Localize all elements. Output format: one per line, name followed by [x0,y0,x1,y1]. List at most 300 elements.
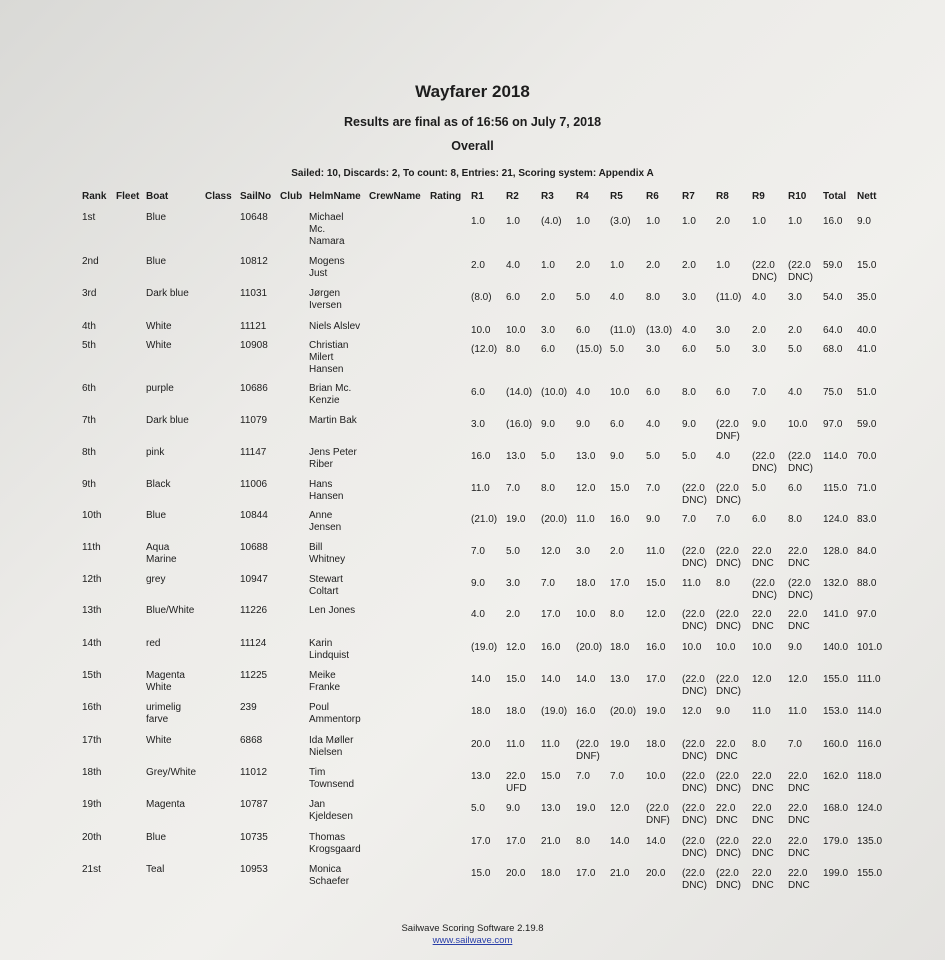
race-score-cell: 4.0 [506,260,520,271]
sailno-cell: 11012 [240,767,268,778]
total-cell: 16.0 [823,216,843,227]
race-score-cell: 7.0 [541,578,555,589]
boat-cell: Blue [146,212,167,223]
race-score-cell: 9.0 [752,419,766,430]
race-score-cell: 9.0 [576,419,590,430]
series-summary: Sailed: 10, Discards: 2, To count: 8, Entries: 21, Scoring system: Appendix A [291,168,654,179]
sailno-cell: 10953 [240,864,268,875]
total-cell: 132.0 [823,578,849,589]
total-cell: 155.0 [823,674,849,685]
nett-cell: 88.0 [857,578,877,589]
rank-cell: 7th [82,415,96,426]
race-score-cell: 22.0 DNC [716,803,738,826]
race-score-cell: 1.0 [788,216,802,227]
race-score-cell: 22.0 DNC [788,771,810,794]
race-score-cell: 5.0 [576,292,590,303]
race-score-cell: 10.0 [716,642,736,653]
race-score-cell: 16.0 [471,451,491,462]
race-score-cell: 5.0 [610,344,624,355]
race-score-cell: 20.0 [646,868,666,879]
total-cell: 141.0 [823,609,849,620]
column-header: Class [205,191,232,202]
race-score-cell: 14.0 [541,674,561,685]
race-score-cell: 6.0 [788,483,802,494]
race-score-cell: 11.0 [752,706,771,717]
race-score-cell: 22.0 DNC [752,868,774,891]
race-score-cell: (22.0 DNC) [682,483,707,506]
race-score-cell: 5.0 [646,451,660,462]
column-header: CrewName [369,191,421,202]
total-cell: 75.0 [823,387,843,398]
race-score-cell: 8.0 [682,387,696,398]
helmname-cell: Jens Peter Riber [309,447,357,470]
race-score-cell: 7.0 [471,546,485,557]
column-header: Boat [146,191,169,202]
sailno-cell: 11147 [240,447,267,458]
helmname-cell: Ida Møller Nielsen [309,735,354,758]
race-score-cell: (22.0 DNC) [716,868,741,891]
column-header: R8 [716,191,729,202]
column-header: Total [823,191,847,202]
total-cell: 162.0 [823,771,849,782]
race-score-cell: 22.0 DNC [788,546,810,569]
race-score-cell: 16.0 [646,642,666,653]
boat-cell: purple [146,383,174,394]
race-score-cell: 9.0 [541,419,555,430]
race-score-cell: 1.0 [576,216,590,227]
nett-cell: 111.0 [857,674,881,685]
rank-cell: 8th [82,447,96,458]
race-score-cell: 22.0 DNC [788,803,810,826]
race-score-cell: 7.0 [610,771,624,782]
race-score-cell: (22.0 DNC) [788,578,813,601]
boat-cell: Blue [146,256,167,267]
sailno-cell: 10947 [240,574,268,585]
footer-link[interactable]: www.sailwave.com [432,935,513,946]
total-cell: 153.0 [823,706,849,717]
nett-cell: 97.0 [857,609,877,620]
race-score-cell: 2.0 [788,325,802,336]
race-score-cell: 12.0 [610,803,630,814]
race-score-cell: 1.0 [541,260,555,271]
column-header: Club [280,191,303,202]
race-score-cell: 1.0 [506,216,520,227]
race-score-cell: (22.0 DNC) [716,483,741,506]
race-score-cell: 17.0 [506,836,526,847]
total-cell: 179.0 [823,836,849,847]
rank-cell: 4th [82,321,96,332]
race-score-cell: 17.0 [541,609,561,620]
race-score-cell: 3.0 [576,546,590,557]
race-score-cell: 22.0 DNC [716,739,738,762]
race-score-cell: 3.0 [471,419,485,430]
race-score-cell: 3.0 [541,325,555,336]
column-header: R1 [471,191,484,202]
race-score-cell: 1.0 [682,216,696,227]
boat-cell: Aqua Marine [146,542,177,565]
boat-cell: Grey/White [146,767,197,778]
race-score-cell: 10.0 [610,387,630,398]
race-score-cell: 15.0 [646,578,666,589]
race-score-cell: 10.0 [788,419,808,430]
column-header: Fleet [116,191,140,202]
race-score-cell: 5.0 [716,344,730,355]
nett-cell: 83.0 [857,514,877,525]
sailno-cell: 10908 [240,340,268,351]
race-score-cell: 19.0 [646,706,666,717]
race-score-cell: (22.0 DNC) [716,674,741,697]
sailno-cell: 10686 [240,383,268,394]
race-score-cell: 22.0 DNC [752,609,774,632]
race-score-cell: 12.0 [576,483,596,494]
race-score-cell: (19.0) [541,706,568,717]
race-score-cell: 2.0 [682,260,696,271]
race-score-cell: (20.0) [610,706,637,717]
race-score-cell: 22.0 DNC [752,836,774,859]
race-score-cell: 6.0 [716,387,730,398]
race-score-cell: 16.0 [541,642,561,653]
race-score-cell: (22.0 DNC) [752,260,777,283]
race-score-cell: 18.0 [471,706,491,717]
race-score-cell: 6.0 [682,344,696,355]
race-score-cell: 13.0 [610,674,630,685]
race-score-cell: 18.0 [646,739,666,750]
race-score-cell: 13.0 [576,451,596,462]
helmname-cell: Niels Alslev [309,321,361,332]
column-header: R9 [752,191,765,202]
race-score-cell: 8.0 [541,483,555,494]
race-score-cell: 19.0 [576,803,596,814]
column-header: HelmName [309,191,361,202]
rank-cell: 20th [82,832,102,843]
race-score-cell: 4.0 [610,292,624,303]
race-score-cell: 22.0 DNC [788,868,810,891]
nett-cell: 51.0 [857,387,877,398]
race-score-cell: 7.0 [506,483,520,494]
rank-cell: 21st [82,864,101,875]
boat-cell: pink [146,447,165,458]
race-score-cell: 13.0 [541,803,561,814]
race-score-cell: 12.0 [646,609,666,620]
race-score-cell: 8.0 [506,344,520,355]
sailno-cell: 6868 [240,735,263,746]
column-header: R5 [610,191,623,202]
race-score-cell: 1.0 [471,216,485,227]
race-score-cell: 7.0 [788,739,802,750]
race-score-cell: 3.0 [506,578,520,589]
total-cell: 128.0 [823,546,849,557]
race-score-cell: 4.0 [788,387,802,398]
helmname-cell: Tim Townsend [309,767,355,790]
boat-cell: Magenta White [146,670,185,693]
column-header: R2 [506,191,519,202]
race-score-cell: (22.0 DNC) [682,674,707,697]
race-score-cell: 6.0 [646,387,660,398]
race-score-cell: (13.0) [646,325,673,336]
race-score-cell: 6.0 [506,292,520,303]
column-header: R10 [788,191,807,202]
race-score-cell: 11.0 [471,483,490,494]
rank-cell: 2nd [82,256,99,267]
race-score-cell: 4.0 [716,451,730,462]
race-score-cell: 15.0 [541,771,561,782]
helmname-cell: Christian Milert Hansen [309,340,349,375]
race-score-cell: 19.0 [610,739,630,750]
rank-cell: 14th [82,638,102,649]
boat-cell: Blue [146,510,167,521]
total-cell: 59.0 [823,260,843,271]
rank-cell: 1st [82,212,96,223]
helmname-cell: Poul Ammentorp [309,702,361,725]
rank-cell: 11th [82,542,101,553]
race-score-cell: 10.0 [506,325,526,336]
nett-cell: 135.0 [857,836,883,847]
race-score-cell: 8.0 [576,836,590,847]
race-score-cell: 12.0 [682,706,702,717]
race-score-cell: 4.0 [682,325,696,336]
sailno-cell: 11225 [240,670,268,681]
boat-cell: Dark blue [146,415,189,426]
sailno-cell: 11079 [240,415,268,426]
race-score-cell: 6.0 [610,419,624,430]
race-score-cell: 4.0 [646,419,660,430]
column-header: SailNo [240,191,272,202]
race-score-cell: 9.0 [506,803,520,814]
helmname-cell: Mogens Just [309,256,345,279]
race-score-cell: (11.0) [716,292,742,303]
footer-credit: Sailwave Scoring Software 2.19.8 [401,923,544,934]
race-score-cell: 11.0 [541,739,560,750]
race-score-cell: 15.0 [506,674,526,685]
race-score-cell: (14.0) [506,387,533,398]
race-score-cell: (15.0) [576,344,603,355]
helmname-cell: Martin Bak [309,415,357,426]
total-cell: 68.0 [823,344,843,355]
race-score-cell: 8.0 [788,514,802,525]
column-header: R6 [646,191,659,202]
race-score-cell: 10.0 [682,642,702,653]
race-score-cell: 9.0 [716,706,730,717]
boat-cell: Dark blue [146,288,189,299]
race-score-cell: 9.0 [610,451,624,462]
race-score-cell: 5.0 [541,451,555,462]
helmname-cell: Jan Kjeldesen [309,799,353,822]
race-score-cell: 15.0 [610,483,630,494]
rank-cell: 3rd [82,288,97,299]
race-score-cell: (22.0 DNF) [716,419,740,442]
race-score-cell: (22.0 DNC) [682,739,707,762]
race-score-cell: 2.0 [752,325,766,336]
race-score-cell: 18.0 [610,642,630,653]
sailno-cell: 10735 [240,832,268,843]
race-score-cell: (19.0) [471,642,498,653]
race-score-cell: 2.0 [610,546,624,557]
race-score-cell: 8.0 [716,578,730,589]
race-score-cell: (22.0 DNC) [682,609,707,632]
total-cell: 114.0 [823,451,848,462]
race-score-cell: 7.0 [576,771,590,782]
race-score-cell: 3.0 [788,292,802,303]
race-score-cell: 3.0 [682,292,696,303]
race-score-cell: (22.0 DNC) [682,803,707,826]
race-score-cell: (22.0 DNC) [716,546,741,569]
page-title: Wayfarer 2018 [415,82,530,101]
race-score-cell: (22.0 DNF) [646,803,670,826]
race-score-cell: 6.0 [471,387,485,398]
nett-cell: 118.0 [857,771,882,782]
nett-cell: 59.0 [857,419,877,430]
total-cell: 64.0 [823,325,843,336]
helmname-cell: Michael Mc. Namara [309,212,345,247]
race-score-cell: 11.0 [646,546,665,557]
rank-cell: 13th [82,605,102,616]
race-score-cell: 22.0 DNC [752,771,774,794]
sailno-cell: 10844 [240,510,268,521]
race-score-cell: 5.0 [752,483,766,494]
race-score-cell: (12.0) [471,344,498,355]
race-score-cell: 18.0 [576,578,596,589]
total-cell: 199.0 [823,868,849,879]
race-score-cell: (20.0) [541,514,568,525]
total-cell: 160.0 [823,739,849,750]
race-score-cell: 12.0 [752,674,772,685]
total-cell: 140.0 [823,642,849,653]
race-score-cell: 12.0 [788,674,808,685]
rank-cell: 12th [82,574,102,585]
race-score-cell: 7.0 [682,514,696,525]
rank-cell: 10th [82,510,102,521]
race-score-cell: 1.0 [646,216,660,227]
race-score-cell: 1.0 [716,260,730,271]
race-score-cell: (22.0 DNC) [682,546,707,569]
race-score-cell: 8.0 [752,739,766,750]
race-score-cell: 4.0 [576,387,590,398]
race-score-cell: 9.0 [682,419,696,430]
sailno-cell: 10688 [240,542,268,553]
sailno-cell: 10787 [240,799,268,810]
nett-cell: 101.0 [857,642,883,653]
race-score-cell: 14.0 [576,674,596,685]
helmname-cell: Thomas Krogsgaard [309,832,361,855]
boat-cell: Black [146,479,171,490]
column-header: Nett [857,191,877,202]
rank-cell: 17th [82,735,102,746]
helmname-cell: Meike Franke [309,670,341,693]
race-score-cell: 10.0 [646,771,666,782]
race-score-cell: (22.0 DNF) [576,739,600,762]
race-score-cell: 2.0 [716,216,730,227]
race-score-cell: 3.0 [716,325,730,336]
race-score-cell: 17.0 [646,674,666,685]
boat-cell: urimelig farve [146,702,182,725]
rank-cell: 9th [82,479,96,490]
nett-cell: 15.0 [857,260,877,271]
race-score-cell: (22.0 DNC) [682,868,707,891]
boat-cell: Magenta [146,799,185,810]
race-score-cell: 2.0 [576,260,590,271]
race-score-cell: (22.0 DNC) [788,451,813,474]
race-score-cell: (22.0 DNC) [682,771,707,794]
rank-cell: 18th [82,767,102,778]
nett-cell: 70.0 [857,451,877,462]
race-score-cell: 18.0 [506,706,526,717]
nett-cell: 9.0 [857,216,871,227]
sailno-cell: 11226 [240,605,268,616]
race-score-cell: 11.0 [506,739,525,750]
column-header: R3 [541,191,554,202]
race-score-cell: 8.0 [646,292,660,303]
race-score-cell: 17.0 [471,836,491,847]
boat-cell: Blue [146,832,167,843]
race-score-cell: 11.0 [682,578,701,589]
helmname-cell: Jørgen Iversen [309,288,342,311]
race-score-cell: 9.0 [471,578,485,589]
boat-cell: Blue/White [146,605,195,616]
boat-cell: White [146,735,172,746]
race-score-cell: 6.0 [576,325,590,336]
nett-cell: 155.0 [857,868,883,879]
race-score-cell: (10.0) [541,387,568,398]
race-score-cell: (4.0) [541,216,562,227]
race-score-cell: 17.0 [576,868,596,879]
results-status: Results are final as of 16:56 on July 7, 2018 [343,115,602,129]
race-score-cell: 2.0 [646,260,660,271]
nett-cell: 124.0 [857,803,883,814]
helmname-cell: Monica Schaefer [309,864,350,887]
race-score-cell: (21.0) [471,514,498,525]
boat-cell: White [146,340,172,351]
rank-cell: 16th [82,702,102,713]
race-score-cell: 13.0 [471,771,491,782]
race-score-cell: 10.0 [752,642,772,653]
sailno-cell: 10812 [240,256,268,267]
race-score-cell: 13.0 [506,451,526,462]
nett-cell: 114.0 [857,706,882,717]
boat-cell: Teal [146,864,165,875]
nett-cell: 41.0 [857,344,877,355]
total-cell: 124.0 [823,514,849,525]
race-score-cell: 10.0 [576,609,596,620]
boat-cell: grey [146,574,166,585]
nett-cell: 116.0 [857,739,882,750]
race-score-cell: 22.0 UFD [506,771,527,794]
race-score-cell: 15.0 [471,868,491,879]
race-score-cell: 19.0 [506,514,526,525]
race-score-cell: (16.0) [506,419,533,430]
total-cell: 54.0 [823,292,843,303]
rank-cell: 6th [82,383,96,394]
race-score-cell: 4.0 [471,609,485,620]
nett-cell: 40.0 [857,325,877,336]
section-heading: Overall [451,139,494,153]
race-score-cell: 14.0 [471,674,491,685]
column-header: R7 [682,191,695,202]
race-score-cell: (22.0 DNC) [752,578,777,601]
total-cell: 97.0 [823,419,843,430]
helmname-cell: Hans Hansen [309,479,344,502]
nett-cell: 35.0 [857,292,877,303]
nett-cell: 71.0 [857,483,877,494]
sailno-cell: 239 [240,702,257,713]
race-score-cell: 5.0 [682,451,696,462]
column-header: R4 [576,191,589,202]
race-score-cell: 9.0 [646,514,660,525]
helmname-cell: Brian Mc. Kenzie [309,383,352,406]
race-score-cell: 14.0 [610,836,630,847]
race-score-cell: 20.0 [471,739,491,750]
boat-cell: White [146,321,172,332]
column-header: Rank [82,191,107,202]
